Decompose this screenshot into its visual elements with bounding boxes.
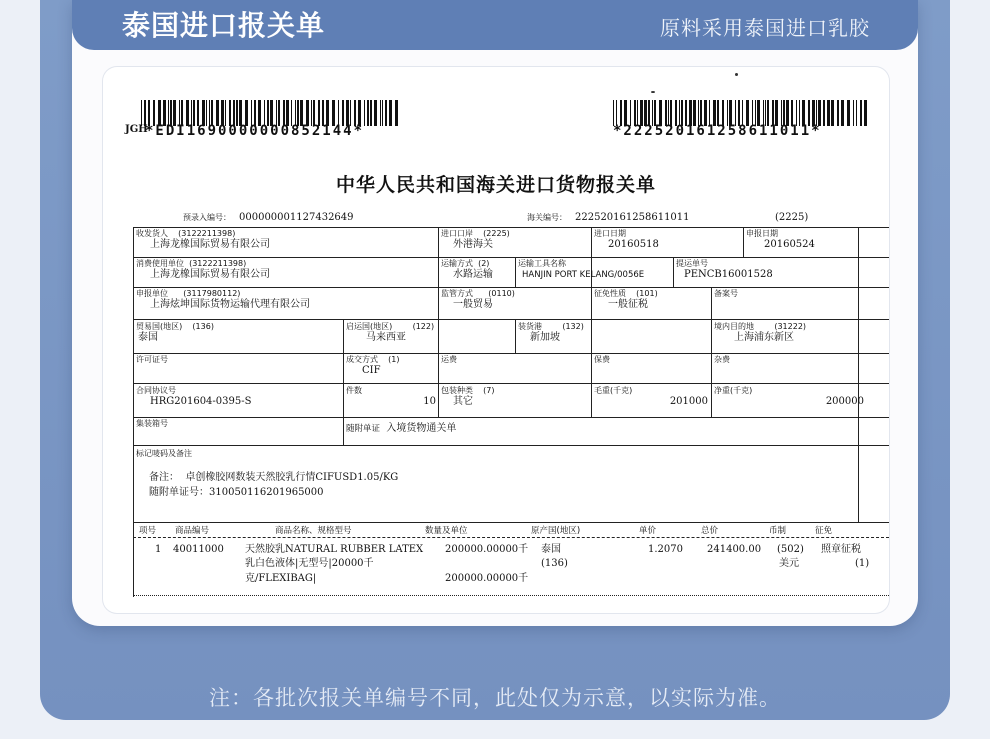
barcode-bar <box>853 100 854 126</box>
barcode-bar <box>847 100 850 126</box>
goods-header: 币制 <box>769 526 787 536</box>
field-pieces: 件数 10 <box>346 386 436 407</box>
customs-code: (2225) <box>775 212 809 223</box>
barcode-bar <box>380 100 381 126</box>
field-deal-mode: 成交方式 (1) CIF <box>346 355 400 376</box>
barcode-left-number: *EDI1690000000852144* <box>145 123 365 139</box>
remarks-line-1: 备注： 卓创橡胶网数装天然胶乳行情CIFUSD1.05/KG <box>149 472 399 483</box>
field-consumer: 消费使用单位 (3122211398) 上海龙橡国际贸易有限公司 <box>136 259 270 280</box>
field-license: 许可证号 <box>136 355 168 364</box>
field-declarant: 申报单位 (3117980112) 上海炫坤国际货物运输代理有限公司 <box>136 289 310 310</box>
field-consignee: 收发货人 (3122211398) 上海龙橡国际贸易有限公司 <box>136 229 270 250</box>
field-vessel: 运输工具名称 HANJIN PORT KELANG/0056E <box>518 259 645 280</box>
barcode-bar <box>856 100 857 126</box>
barcode-bar <box>364 100 365 126</box>
field-supervision: 监管方式 (0110) 一般贸易 <box>441 289 515 310</box>
document-title: 中华人民共和国海关进口货物报关单 <box>335 174 656 196</box>
field-origin-country: 启运国(地区) (122) 马来西亚 <box>346 322 435 343</box>
customs-declaration-image <box>103 67 889 613</box>
barcode-bar <box>395 100 398 126</box>
barcode-right-number: *222520161258611011* <box>613 123 822 139</box>
field-load-port: 装货港 (132) 新加坡 <box>518 322 584 343</box>
barcode-bar <box>367 100 369 126</box>
scan-speck <box>651 91 655 93</box>
barcode-bar <box>860 100 862 126</box>
field-container: 集装箱号 <box>136 419 168 428</box>
field-attached: 随附单证 入境货物通关单 <box>346 423 457 434</box>
goods-header: 数量及单位 <box>425 526 468 536</box>
field-net-weight: 净重(千克) 200000 <box>714 386 864 407</box>
disclaimer-note: 注：各批次报关单编号不同，此处仅为示意，以实际为准。 <box>209 686 781 710</box>
barcode-bar <box>827 100 830 126</box>
banner-subtitle: 原料采用泰国进口乳胶 <box>660 16 870 40</box>
barcode-bar <box>837 100 839 126</box>
field-transport-mode: 运输方式 (2) 水路运输 <box>441 259 493 280</box>
field-misc-fee: 杂费 <box>714 355 730 364</box>
barcode-bar <box>370 100 372 126</box>
barcode-left-prefix: JGH <box>125 124 148 135</box>
field-declare-date: 申报日期 20160524 <box>746 229 815 250</box>
barcode-bar <box>374 100 377 126</box>
customs-number: 海关编号： 222520161258611011 <box>527 212 690 223</box>
barcode-bar <box>389 100 392 126</box>
field-package: 包装种类 (7) 其它 <box>441 386 495 407</box>
field-record-number: 备案号 <box>714 289 738 298</box>
field-trade-country: 贸易国(地区) (136) 泰国 <box>136 322 214 343</box>
barcode-bar <box>864 100 867 126</box>
goods-header: 原产国(地区) <box>531 526 581 536</box>
barcode-bar <box>141 100 142 126</box>
barcode-bar <box>382 100 383 126</box>
barcode-bar <box>385 100 387 126</box>
field-freight: 运费 <box>441 355 457 364</box>
barcode-bar <box>823 100 825 126</box>
barcode-bar <box>841 100 844 126</box>
field-levy-nature: 征免性质 (101) 一般征税 <box>594 289 658 310</box>
customs-declaration-document: JGH *EDI1690000000852144* *222520161258611011* 中华人民共和国海关进口货物报关单 预录入编号： 000000001127432649 海关编号： 222520161258611011 (2225) 收发货人 (3122211398) 上海龙橡国际贸易有限公司 进口口岸 (2225) 外港海关 进口日期 20160518 申报日期 20160524 消费使用单位 (3122211398) 上海龙橡国际贸易有限公司 运输方式 (2) 水路运输 运输工具名称 HANJIN PORT KELANG/0056E 提运单号 PENCB16001528 申报单位 (3117980112) 上海炫坤国际货物运输代理有限公司 监管方式 (0110) 一般贸易 征免性质 (101) 一般征税 备案号 贸易国(地区) (136) 泰国 启运国(地区) (122) 马来西亚 装货港 (132) 新加坡 境内目的地 (31222) 上海浦东新区 许可证号 成交方式 (1) CIF 运费 保费 杂费 合同协议号 HRG201604-0395-S 件数 10 包装种类 (7) 其它 毛重(千克) 201000 净重(千克) 200000 集装箱号 随附单证 入境货物通关单 标记唛码及备注 备注： 卓创橡胶网数装天然胶乳行情CIFUSD1.05/KG 随附单证号：310050116201965000 项号 商品编号 商品名称、规格型号 数量及单位 原产国(地区) 单价 总价 币制 征免 1 40011000 天然胶乳NATURAL RUBBER LATEX 乳白色液体|无型号|20000千 克/FLEXIBAG| 200000.00000千 200000.00000千 泰国 (136) 1.2070 241400.00 (502) 美元 照章征税 (1) <box>103 67 889 613</box>
field-bill-number: 提运单号 PENCB16001528 <box>676 259 773 280</box>
field-import-port: 进口口岸 (2225) 外港海关 <box>441 229 510 250</box>
field-gross-weight: 毛重(千克) 201000 <box>594 386 708 407</box>
field-destination: 境内目的地 (31222) 上海浦东新区 <box>714 322 807 343</box>
goods-header: 征免 <box>815 526 833 536</box>
preentry-number: 预录入编号： 000000001127432649 <box>183 212 354 223</box>
remarks-label: 标记唛码及备注 <box>136 449 192 458</box>
goods-header: 单价 <box>639 526 657 536</box>
goods-header: 商品名称、规格型号 <box>275 526 352 536</box>
field-contract: 合同协议号 HRG201604-0395-S <box>136 386 252 407</box>
goods-header: 项号 <box>139 526 157 536</box>
barcode-bar <box>831 100 834 126</box>
field-import-date: 进口日期 20160518 <box>594 229 659 250</box>
goods-header: 商品编号 <box>175 526 210 536</box>
remarks-line-2: 随附单证号：310050116201965000 <box>149 487 324 498</box>
field-insurance: 保费 <box>594 355 610 364</box>
goods-header: 总价 <box>701 526 719 536</box>
scan-speck <box>735 73 738 76</box>
banner-title: 泰国进口报关单 <box>122 9 326 42</box>
